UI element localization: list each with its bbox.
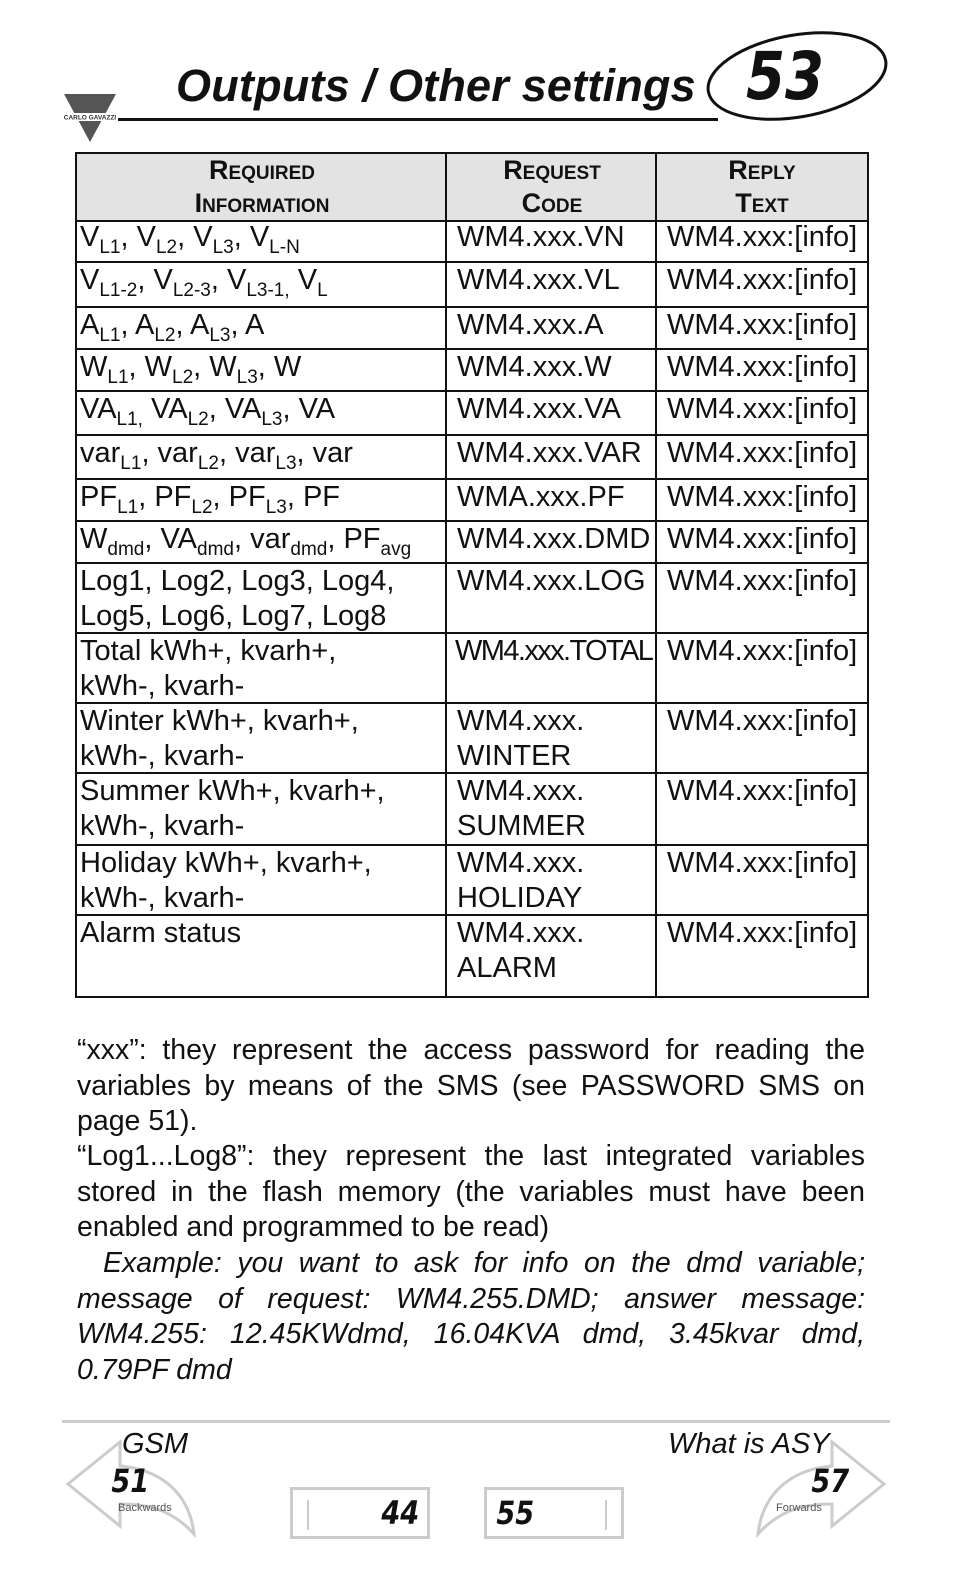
cell-request-code [457,522,650,557]
cell-reply-text: WM4.xxx:[info] [667,481,858,513]
text-segment: , A [120,309,155,341]
last-page-number: 55 [496,1494,535,1532]
header-reply-text [657,154,867,220]
text-segment: , VA [208,393,262,425]
back-page-number: 51 [111,1462,150,1500]
table-row [77,634,867,704]
cell-line [80,263,328,301]
cell-reply-text: WM4.xxx:[info] [667,393,858,425]
forward-page-number: 57 [811,1462,850,1500]
cell-line [80,480,340,518]
back-text: Backwards [118,1502,172,1514]
text-segment: , VA [144,523,197,555]
cell-line: WM4.xxx.VN [457,221,625,253]
table-row [77,220,867,263]
text-segment: PF [80,481,118,513]
text-segment: , var [296,437,353,469]
cell-line [80,220,300,258]
cell-line [80,436,353,474]
page-box-tick [307,1500,309,1530]
text-segment: W [80,523,108,555]
text-segment: , PF [286,481,340,513]
cell-request-code [457,263,620,298]
text-segment: , var [233,523,291,555]
cell-line: WM4.xxx.DMD [457,523,651,555]
cell-reply-text: WM4.xxx:[info] [667,705,858,737]
column-divider [445,154,447,996]
cell-line [80,774,385,809]
cell-line [80,599,394,634]
text-segment: A [80,309,100,341]
text-segment: VA [80,393,117,425]
cell-line [80,350,302,388]
text-segment: Log1, Log2, Log3, Log4, [80,565,395,597]
cell-request-code [457,704,584,774]
header-request-code [447,154,657,220]
cell-reply-text: WM4.xxx:[info] [667,775,858,807]
text-segment: , W [257,351,302,383]
text-segment: Summer kWh+, kvarh+, [80,775,385,807]
table-row [77,480,867,522]
subscript: L2 [187,409,209,430]
cell-request-code [457,220,625,255]
column-divider [655,154,657,996]
subscript: L3 [265,497,287,518]
cell-line: WM4.xxx.VA [457,393,621,425]
cell-line: WM4.xxx.W [457,351,612,383]
text-segment: , W [128,351,173,383]
text-segment: V [289,264,318,296]
cell-line: WM4.xxx.VAR [457,437,642,469]
subscript: L3 [261,409,283,430]
cell-line [80,522,412,560]
text-segment: V [80,221,100,253]
text-segment: , V [137,264,173,296]
cell-required-information [80,350,302,388]
subscript: L1 [99,325,121,346]
cell-line: WM4.xxx. [457,705,585,737]
page-title: Outputs / Other settings [176,60,696,111]
company-logo [62,94,118,144]
table-row [77,846,867,916]
cell-line [80,704,359,739]
cell-request-code [457,846,584,916]
cell-request-code [457,436,642,471]
cell-request-code [457,774,586,844]
text-segment: , VA [282,393,336,425]
subscript: L3 [236,367,258,388]
text-segment: V [80,264,100,296]
subscript: L2-3 [172,280,211,301]
cell-required-information [80,436,353,474]
subscript: L1 [120,453,142,474]
cell-required-information [80,916,241,951]
cell-reply-text: WM4.xxx:[info] [667,917,858,949]
subscript: L1-2 [99,280,138,301]
text-segment: VA [142,393,188,425]
header-line: Reply [728,155,796,185]
table-row [77,564,867,634]
subscript: dmd [290,539,328,560]
header-line: Request [503,155,601,185]
subscript: L3 [212,237,234,258]
text-segment: kWh-, kvarh- [80,810,245,842]
subscript: L2 [155,237,178,258]
subscript: L3 [209,325,231,346]
header-rule [118,118,718,121]
subscript: L1, [116,409,143,430]
cell-line [80,846,372,881]
cell-required-information [80,704,359,774]
last-page-button[interactable] [484,1487,624,1539]
text-segment: kWh-, kvarh- [80,670,245,702]
subscript: dmd [197,539,234,560]
cell-line [80,669,336,704]
text-segment: , V [233,221,270,253]
forward-text: Forwards [776,1502,822,1514]
text-segment: , V [210,264,247,296]
cell-required-information [80,480,340,518]
cell-line: WM4.xxx.TOTAL [455,635,653,667]
header-required-information [77,154,447,220]
cell-required-information [80,220,300,258]
subscript: L2 [191,497,213,518]
cell-reply-text: WM4.xxx:[info] [667,523,858,555]
table-row [77,916,867,994]
text-segment: , A [230,309,265,341]
first-page-number: 44 [381,1494,420,1532]
forward-label: What is ASY [668,1428,830,1460]
cell-line [80,739,359,774]
note-xxx: “xxx”: they represent the access password for reading the variables by means of the SMS (see PASSWORD SMS on page 51). [77,1034,865,1137]
cell-required-information [80,308,265,346]
cell-request-code [457,916,584,986]
cell-line: WMA.xxx.PF [457,481,625,513]
cell-required-information [80,564,394,634]
cell-line: WM4.xxx. [457,917,585,949]
cell-line: ALARM [457,952,557,984]
page-number: 53 [745,38,825,115]
text-segment: var [80,437,121,469]
cell-line: WM4.xxx.A [457,309,604,341]
cell-reply-text: WM4.xxx:[info] [667,351,858,383]
subscript: dmd [107,539,145,560]
cell-line: WM4.xxx.VL [457,264,620,296]
subscript: L2 [154,325,176,346]
text-segment: kWh-, kvarh- [80,740,245,772]
text-segment: , V [120,221,156,253]
cell-line [80,881,372,916]
subscript: L1 [99,237,121,258]
cell-line: WINTER [457,740,572,772]
subscript: L3-1, [246,280,290,301]
cell-line [80,916,241,951]
first-page-button[interactable] [290,1487,430,1539]
header-line: Code [521,188,583,218]
text-segment: W [80,351,108,383]
back-label: GSM [122,1428,189,1460]
table-row [77,350,867,392]
cell-request-code [457,350,612,385]
table-row [77,392,867,436]
cell-reply-text: WM4.xxx:[info] [667,309,858,341]
text-segment: , W [193,351,237,383]
header-line: Required [208,155,316,185]
subscript: L1 [107,367,129,388]
cell-line: WM4.xxx. [457,775,585,807]
note-log: “Log1...Log8”: they represent the last integrated variables stored in the flash memory (the variables must have been enabled and programmed to be read) [77,1140,865,1243]
cell-required-information [80,522,412,560]
cell-reply-text: WM4.xxx:[info] [667,264,858,296]
cell-request-code [457,480,625,515]
cell-required-information [80,634,336,704]
cell-line [80,308,265,346]
subscript: L [317,280,328,301]
cell-request-code [457,392,621,427]
cell-reply-text: WM4.xxx:[info] [667,847,858,879]
header-line: Information [194,188,330,218]
subscript: L1 [117,497,139,518]
subscript: L2 [197,453,219,474]
table-row [77,263,867,308]
cell-required-information [80,846,372,916]
cell-request-code [455,634,652,669]
cell-reply-text: WM4.xxx:[info] [667,221,858,253]
cell-line: SUMMER [457,810,586,842]
table-row [77,308,867,350]
sms-request-table [75,152,869,998]
cell-line: WM4.xxx.LOG [457,565,646,597]
cell-line [80,564,394,599]
logo-text: CARLO GAVAZZI [63,114,117,122]
table-row [77,436,867,480]
page-box-tick [605,1500,607,1530]
example-text: Example: you want to ask for info on the dmd variable; message of request: WM4.255.DMD; answer message: WM4.255: 12.45KWdmd, 16.04KVA dmd, 3.45kvar dmd, 0.79PF dmd [77,1247,865,1386]
subscript: avg [380,539,412,560]
cell-line [80,809,385,844]
table-row [77,704,867,774]
table-header [77,154,867,222]
cell-required-information [80,774,385,844]
text-segment: , A [175,309,210,341]
subscript: L2 [172,367,194,388]
cell-line [80,634,336,669]
cell-request-code [457,308,604,343]
cell-reply-text: WM4.xxx:[info] [667,437,858,469]
cell-request-code [457,564,646,599]
text-segment: , PF [138,481,192,513]
text-segment: kWh-, kvarh- [80,882,245,914]
text-segment: , var [141,437,198,469]
text-segment: , PF [212,481,266,513]
subscript: L3 [275,453,297,474]
text-segment: Total kWh+, kvarh+, [80,635,337,667]
table-row [77,774,867,846]
table-row [77,522,867,564]
text-segment: Log5, Log6, Log7, Log8 [80,600,387,632]
text-segment: , var [218,437,276,469]
text-segment: , PF [327,523,381,555]
footer-rule [62,1420,890,1423]
cell-required-information [80,263,328,301]
text-segment: Alarm status [80,917,242,949]
cell-line: WM4.xxx. [457,847,585,879]
header-line: Text [735,188,789,218]
text-segment: , V [177,221,213,253]
cell-required-information [80,392,336,430]
text-segment: Winter kWh+, kvarh+, [80,705,359,737]
subscript: L-N [269,237,300,258]
cell-line: HOLIDAY [457,882,583,914]
cell-reply-text: WM4.xxx:[info] [667,635,858,667]
cell-line [80,392,336,430]
text-segment: Holiday kWh+, kvarh+, [80,847,372,879]
cell-reply-text: WM4.xxx:[info] [667,565,858,597]
